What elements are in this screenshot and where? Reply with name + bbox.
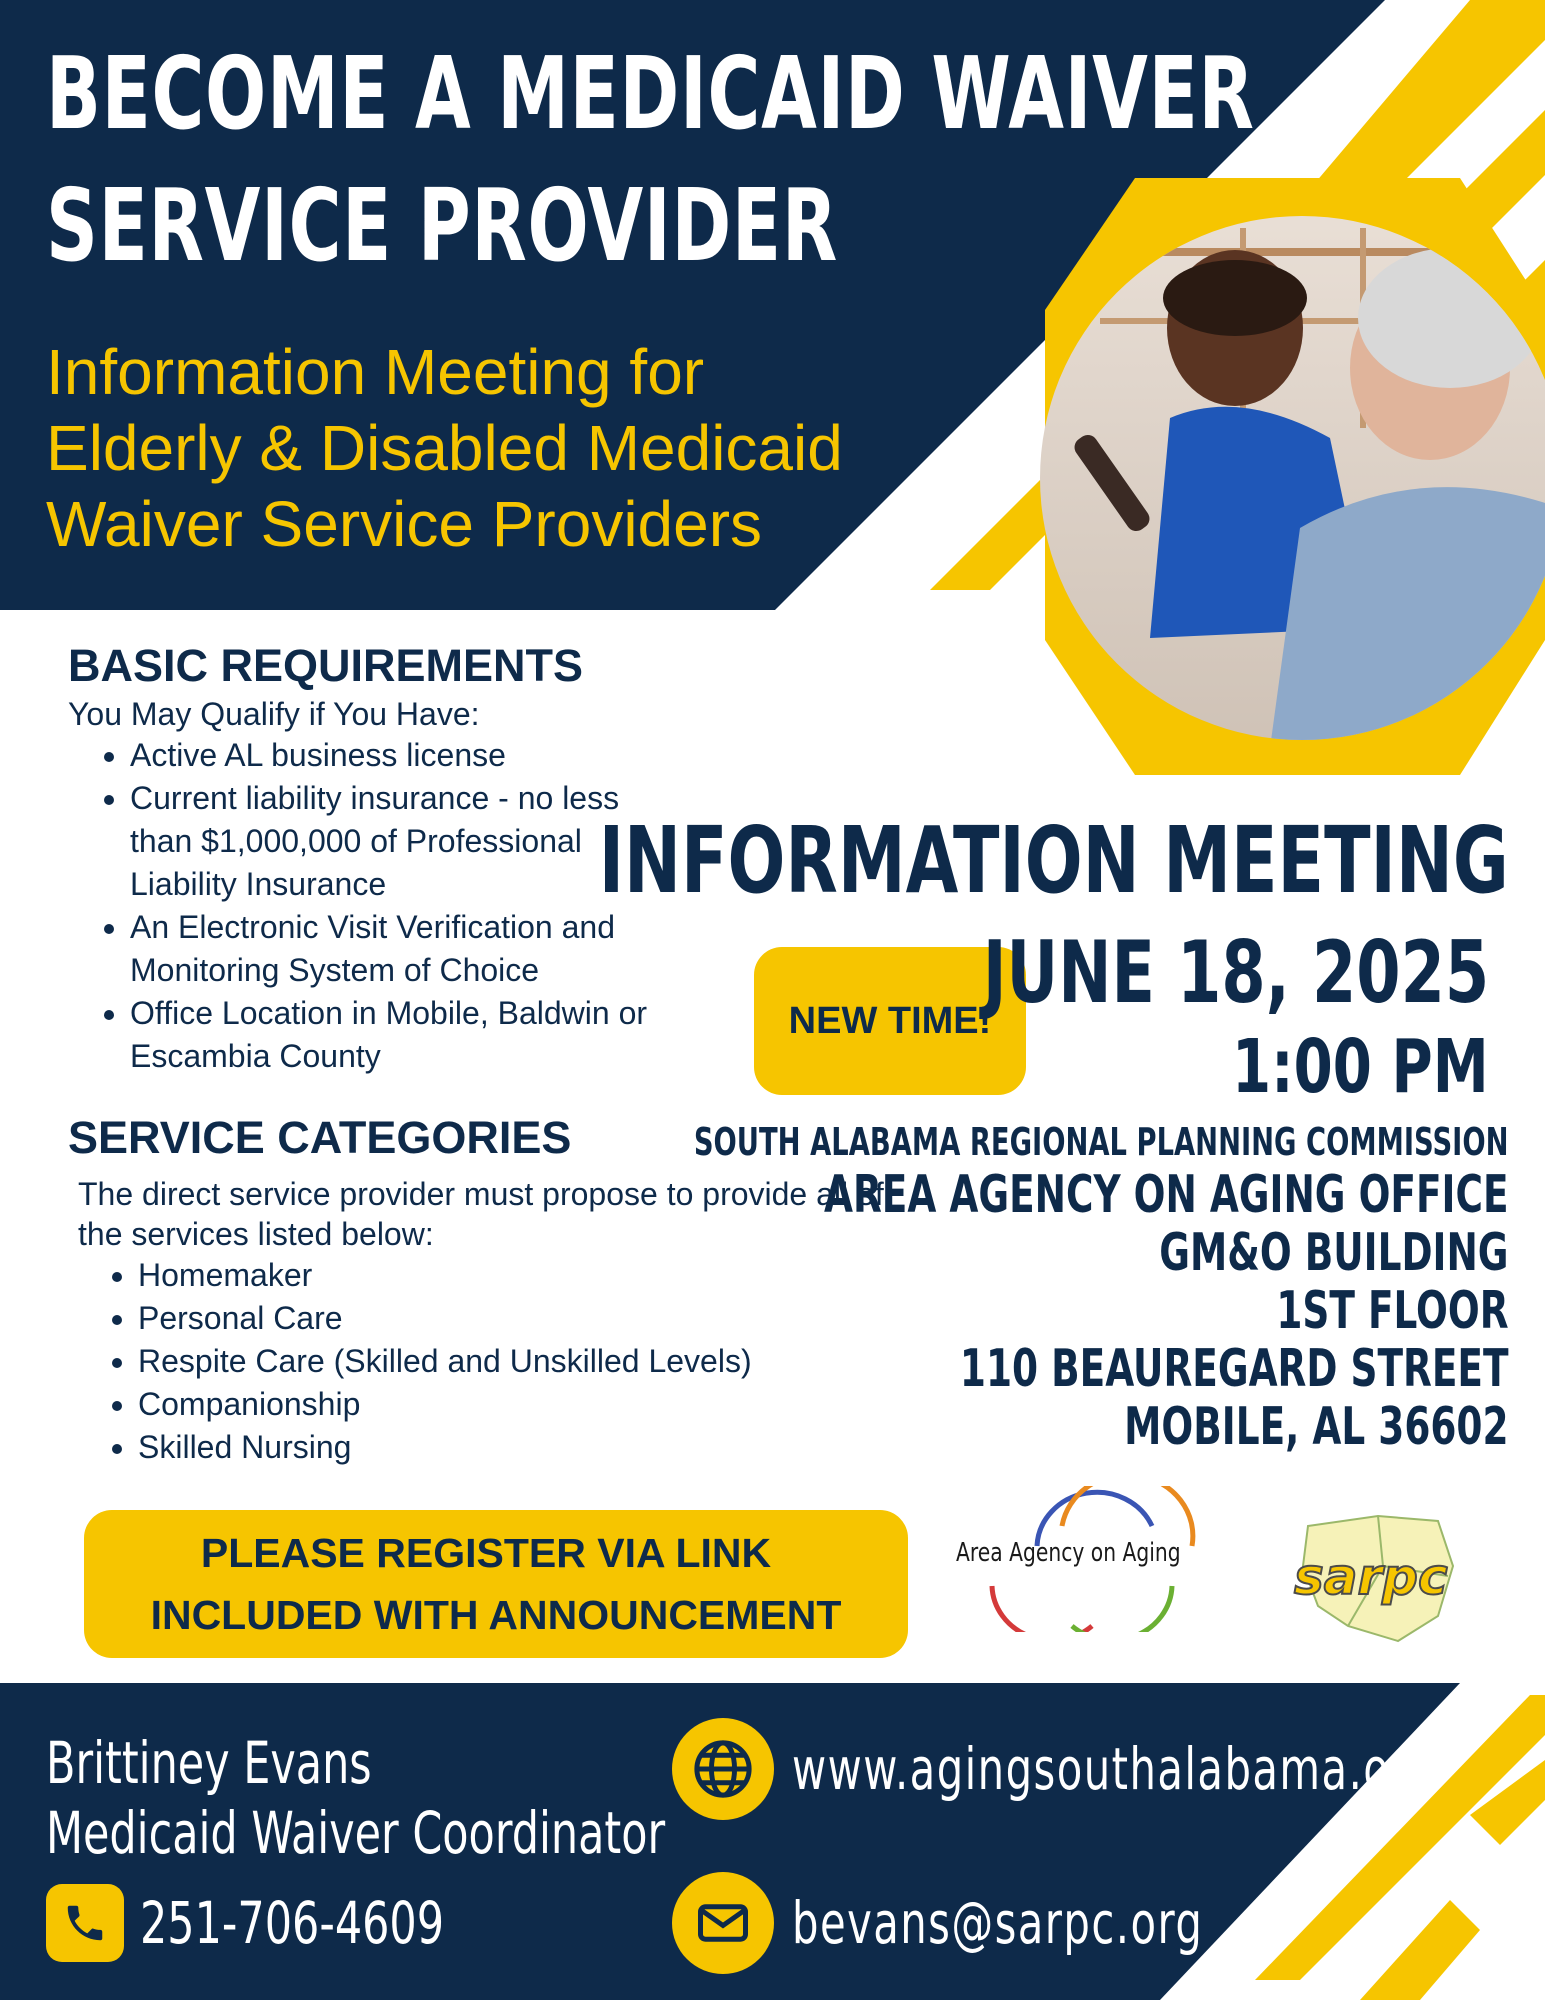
meeting-time: 1:00 PM [1232, 1024, 1489, 1110]
meeting-heading: INFORMATION MEETING [599, 807, 1509, 914]
subtitle-line-1: Information Meeting for [46, 336, 705, 408]
contact-phone[interactable]: 251-706-4609 [140, 1889, 445, 1957]
sarpc-logo [1288, 1506, 1468, 1646]
address-line: GM&O BUILDING [1159, 1223, 1509, 1283]
services-intro: The direct service provider must propose to provide all of the services listed below: [78, 1176, 884, 1252]
list-item: • Respite Care (Skilled and Unskilled Levels) [138, 1340, 918, 1383]
address-line: 110 BEAUREGARD STREET [960, 1339, 1509, 1399]
new-time-badge: NEW TIME! [754, 947, 1026, 1095]
list-item: • Skilled Nursing [138, 1426, 918, 1469]
meeting-date-wrap [805, 920, 1489, 1026]
list-item: • An Electronic Visit Verification and Monitoring System of Choice [130, 906, 708, 992]
contact-website[interactable]: www.agingsouthalabama.org [792, 1735, 1437, 1803]
services-heading: SERVICE CATEGORIES [68, 1112, 572, 1163]
register-banner [84, 1510, 908, 1658]
title-line-2: SERVICE PROVIDER [46, 167, 838, 284]
list-item: • Active AL business license [130, 734, 688, 777]
list-item: • Companionship [138, 1383, 918, 1426]
area-agency-logo [952, 1486, 1222, 1632]
list-item: • Current liability insurance - no less than $1,000,000 of Professional Liability Insurance [130, 777, 648, 906]
list-item: • Office Location in Mobile, Baldwin or Escambia County [130, 992, 688, 1078]
meeting-location [377, 1118, 1509, 1456]
mail-icon [672, 1872, 774, 1974]
subtitle-line-2: Elderly & Disabled Medicaid [46, 412, 843, 484]
contact-email[interactable]: bevans@sarpc.org [792, 1889, 1204, 1957]
register-line-1: PLEASE REGISTER VIA LINK [200, 1530, 772, 1576]
title-line-1: BECOME A MEDICAID WAIVER [46, 35, 1255, 152]
phone-icon [46, 1884, 124, 1962]
requirements-heading: BASIC REQUIREMENTS [68, 640, 584, 691]
register-line-2: INCLUDED WITH ANNOUNCEMENT [150, 1592, 842, 1638]
subtitle-line-3: Waiver Service Providers [46, 488, 763, 560]
aaa-logo-text: Area Agency on Aging [956, 1538, 1181, 1568]
contact-name: Brittiney Evans [46, 1729, 372, 1797]
meeting-date: JUNE 18, 2025 [982, 923, 1489, 1023]
address-line: MOBILE, AL 36602 [1124, 1397, 1509, 1457]
meeting-heading-wrap [279, 806, 1509, 916]
requirements-intro: You May Qualify if You Have: [68, 696, 480, 732]
globe-icon [672, 1718, 774, 1820]
address-line: 1ST FLOOR [1276, 1281, 1509, 1341]
list-item: • Personal Care [138, 1297, 918, 1340]
contact-role: Medicaid Waiver Coordinator [46, 1799, 666, 1867]
address-line: AREA AGENCY ON AGING OFFICE [824, 1165, 1509, 1225]
meeting-organization: SOUTH ALABAMA REGIONAL PLANNING COMMISSION [694, 1120, 1509, 1164]
list-item: • Homemaker [138, 1254, 918, 1297]
sarpc-logo-text: sarpc [1294, 1548, 1448, 1606]
meeting-time-wrap [1151, 1022, 1489, 1112]
